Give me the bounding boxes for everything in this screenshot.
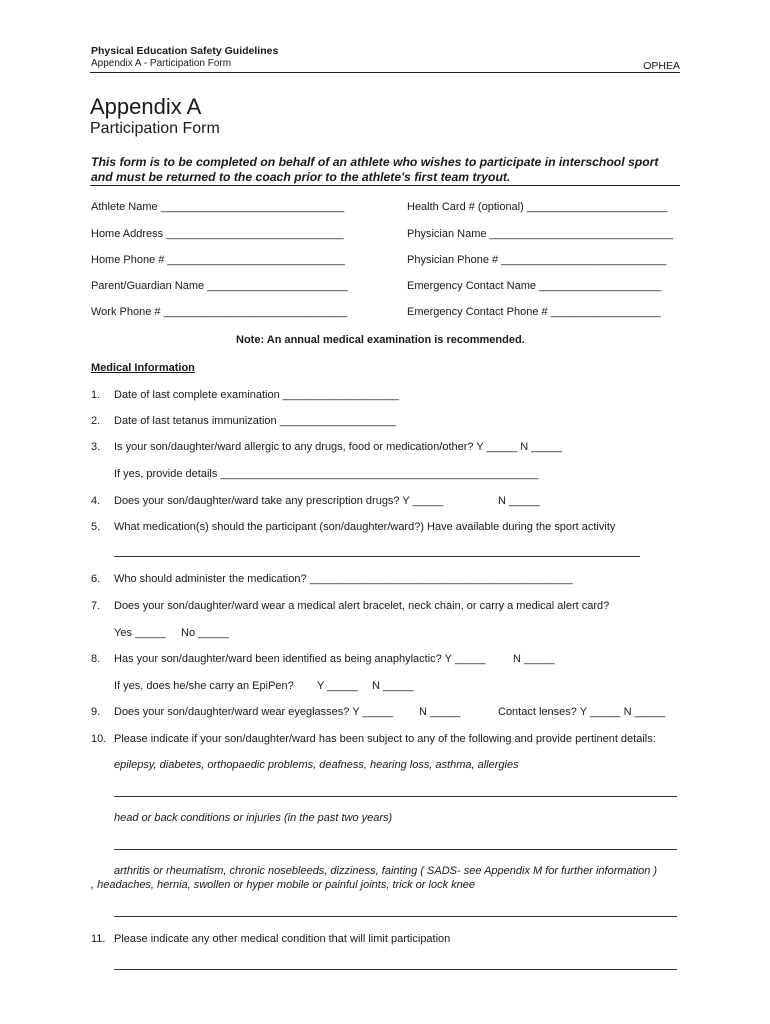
health-card-field[interactable]: Health Card # (optional) _______________________	[407, 201, 668, 213]
question-1-last-exam-date[interactable]: Date of last complete examination ___________________	[114, 389, 399, 401]
document-header-title: Physical Education Safety Guidelines	[91, 45, 279, 57]
emergency-contact-phone-field[interactable]: Emergency Contact Phone # __________________	[407, 306, 661, 318]
question-10-group-c-answer-line[interactable]	[114, 916, 677, 917]
question-10-group-a-answer-line[interactable]	[114, 796, 677, 797]
question-3-number: 3.	[91, 441, 101, 453]
question-7-medical-alert: Does your son/daughter/ward wear a medical alert bracelet, neck chain, or carry a medical alert card?	[114, 600, 610, 612]
question-3-details-field[interactable]: If yes, provide details ____________________________________________________	[114, 468, 539, 480]
question-2-number: 2.	[91, 415, 101, 427]
question-10-group-a: epilepsy, diabetes, orthopaedic problems, deafness, hearing loss, asthma, allergies	[114, 759, 519, 771]
question-8-epipen-yes-field[interactable]: Y _____	[317, 680, 358, 692]
question-10-group-c-line-2: , headaches, hernia, swollen or hyper mobile or painful joints, trick or lock knee	[91, 879, 475, 891]
question-6-number: 6.	[91, 573, 101, 585]
question-2-tetanus-date[interactable]: Date of last tetanus immunization ___________________	[114, 415, 396, 427]
question-10-number: 10.	[91, 733, 107, 745]
question-3-allergies[interactable]: Is your son/daughter/ward allergic to any drugs, food or medication/other? Y _____ N _____	[114, 441, 562, 453]
question-8-anaphylactic[interactable]: Has your son/daughter/ward been identified as being anaphylactic? Y _____	[114, 653, 486, 665]
question-7-no-field[interactable]: No _____	[181, 627, 229, 639]
question-8-epipen: If yes, does he/she carry an EpiPen?	[114, 680, 294, 692]
question-4-no-field[interactable]: N _____	[498, 495, 540, 507]
intro-line-1: This form is to be completed on behalf of an athlete who wishes to participate in interschool sport	[91, 155, 659, 169]
question-8-number: 8.	[91, 653, 101, 665]
document-header-org: OPHEA	[643, 60, 680, 72]
question-8-epipen-no-field[interactable]: N _____	[372, 680, 414, 692]
question-10-group-c-line-1: arthritis or rheumatism, chronic nosebleeds, dizziness, fainting ( SADS- see Appendix M for further information )	[114, 865, 658, 877]
medical-exam-note: Note: An annual medical examination is recommended.	[236, 334, 525, 346]
appendix-heading: Appendix A	[90, 94, 202, 119]
question-9-no-field[interactable]: N _____	[419, 706, 461, 718]
question-11-answer-line[interactable]	[114, 969, 677, 970]
intro-line-2: and must be returned to the coach prior to the athlete's first team tryout.	[91, 170, 511, 184]
physician-phone-field[interactable]: Physician Phone # ___________________________	[407, 254, 667, 266]
physician-name-field[interactable]: Physician Name ______________________________	[407, 228, 674, 240]
work-phone-field[interactable]: Work Phone # ______________________________	[91, 306, 348, 318]
question-10-conditions: Please indicate if your son/daughter/ward has been subject to any of the following and provide pertinent details:	[114, 733, 656, 745]
question-8-no-field[interactable]: N _____	[513, 653, 555, 665]
parent-guardian-field[interactable]: Parent/Guardian Name _______________________	[91, 280, 348, 292]
question-4-number: 4.	[91, 495, 101, 507]
medical-information-heading: Medical Information	[91, 362, 195, 374]
question-5-number: 5.	[91, 521, 101, 533]
question-5-answer-line[interactable]	[114, 556, 640, 557]
question-7-yes-field[interactable]: Yes _____	[114, 627, 166, 639]
form-title: Participation Form	[90, 120, 220, 137]
question-7-number: 7.	[91, 600, 101, 612]
intro-text	[91, 155, 658, 185]
question-9-contact-lenses[interactable]: Contact lenses? Y _____ N _____	[498, 706, 666, 718]
question-4-prescription-drugs[interactable]: Does your son/daughter/ward take any prescription drugs? Y _____	[114, 495, 444, 507]
athlete-name-field[interactable]: Athlete Name ______________________________	[91, 201, 345, 213]
question-10-group-b: head or back conditions or injuries (in the past two years)	[114, 812, 393, 824]
header-divider	[90, 72, 680, 73]
question-9-number: 9.	[91, 706, 101, 718]
question-9-eyeglasses[interactable]: Does your son/daughter/ward wear eyeglasses? Y _____	[114, 706, 394, 718]
question-11-number: 11.	[91, 933, 106, 945]
intro-divider	[90, 185, 680, 186]
question-5-medications: What medication(s) should the participant (son/daughter/ward?) Have available during the sport activity	[114, 521, 616, 533]
home-address-field[interactable]: Home Address _____________________________	[91, 228, 344, 240]
question-11-other-conditions: Please indicate any other medical condition that will limit participation	[114, 933, 451, 945]
question-1-number: 1.	[91, 389, 101, 401]
document-header-subtitle: Appendix A - Participation Form	[91, 58, 232, 69]
question-6-medication-administrator[interactable]: Who should administer the medication? ___________________________________________	[114, 573, 573, 585]
home-phone-field[interactable]: Home Phone # _____________________________	[91, 254, 345, 266]
question-10-group-b-answer-line[interactable]	[114, 849, 677, 850]
emergency-contact-name-field[interactable]: Emergency Contact Name ____________________	[407, 280, 662, 292]
